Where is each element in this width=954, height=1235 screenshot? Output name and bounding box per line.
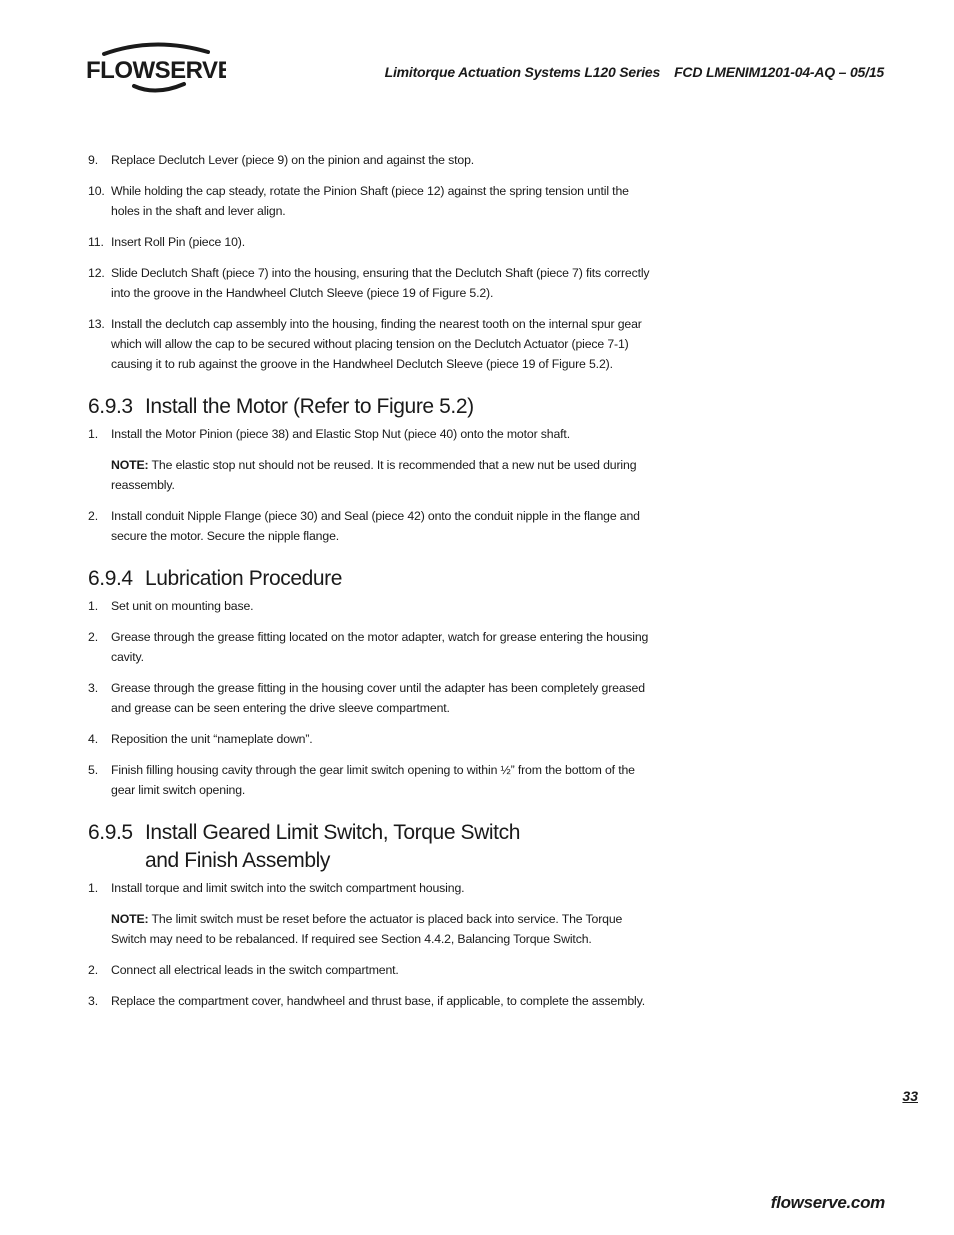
list-item: 13. Install the declutch cap assembly into the housing, finding the nearest tooth on the internal spur gear which will allow the cap to be secured without placing tension on the Declutch Actuator (piece 7-1) causing it to rub against the groove in the Handwheel Declutch Sleeve (piece 19 of Figure 5.2). — [88, 317, 642, 371]
list-item: 1. Install the Motor Pinion (piece 38) and Elastic Stop Nut (piece 40) onto the motor shaft. — [88, 427, 570, 441]
list-item: 1. Install torque and limit switch into the switch compartment housing. — [88, 881, 465, 895]
note: NOTE: The limit switch must be reset before the actuator is placed back into service. The Torque Switch may need to be rebalanced. If required see Section 4.4.2, Balancing Torque Switch. — [111, 912, 623, 946]
page-number: 33 — [902, 1088, 918, 1104]
list-item: 3. Replace the compartment cover, handwheel and thrust base, if applicable, to complete the assembly. — [88, 994, 645, 1008]
page-content — [88, 150, 656, 1022]
note: NOTE: The elastic stop nut should not be reused. It is recommended that a new nut be used during reassembly. — [111, 458, 637, 492]
list-item: 10. While holding the cap steady, rotate the Pinion Shaft (piece 12) against the spring tension until the holes in the shaft and lever align. — [88, 184, 629, 218]
document-code: FCD LMENIM1201-04-AQ – 05/15 — [674, 64, 884, 80]
list-item: 11. Insert Roll Pin (piece 10). — [88, 235, 246, 249]
list-item: 2. Grease through the grease fitting located on the motor adapter, watch for grease entering the housing cavity. — [88, 630, 649, 664]
list-item: 5. Finish filling housing cavity through the gear limit switch opening to within ½” from the bottom of the gear limit switch opening. — [88, 763, 635, 797]
svg-text:FLOWSERVE: FLOWSERVE — [86, 57, 226, 84]
list-item: 9. Replace Declutch Lever (piece 9) on the pinion and against the stop. — [88, 153, 475, 167]
document-title: Limitorque Actuation Systems L120 Series — [384, 64, 661, 80]
list-item: 2. Install conduit Nipple Flange (piece 30) and Seal (piece 42) onto the conduit nipple in the flange and secure the motor. Secure the nipple flange. — [88, 509, 640, 543]
list-item: 1. Set unit on mounting base. — [88, 599, 254, 613]
section-heading-6-9-4: 6.9.4 Lubrication Procedure — [88, 567, 343, 590]
list-item: 4. Reposition the unit “nameplate down”. — [88, 732, 313, 746]
list-item: 2. Connect all electrical leads in the switch compartment. — [88, 963, 399, 977]
section-heading-6-9-3: 6.9.3 Install the Motor (Refer to Figure 5.2) — [88, 395, 474, 418]
footer-url[interactable]: flowserve.com — [770, 1193, 885, 1212]
flowserve-logo — [86, 40, 226, 96]
section-heading-6-9-5: 6.9.5 Install Geared Limit Switch, Torque Switch and Finish Assembly — [88, 821, 520, 872]
list-item: 12. Slide Declutch Shaft (piece 7) into the housing, ensuring that the Declutch Shaft (piece 7) fits correctly into the groove in the Handwheel Clutch Sleeve (piece 19 of Figure 5.2). — [88, 266, 650, 300]
document-header — [385, 64, 884, 80]
list-item: 3. Grease through the grease fitting in the housing cover until the adapter has been completely greased and grease can be seen entering the drive sleeve compartment. — [88, 681, 645, 715]
flowserve-logo-graphic — [86, 40, 226, 96]
